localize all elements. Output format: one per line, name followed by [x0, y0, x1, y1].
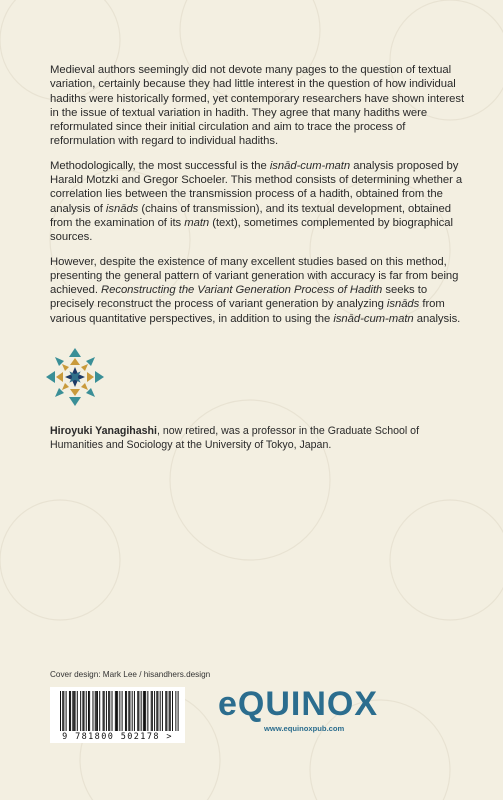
geometric-emblem-icon — [44, 346, 106, 408]
barcode-number: 9 781800 502178 > — [62, 732, 173, 742]
author-name: Hiroyuki Yanagihashi — [50, 425, 157, 437]
cover-design-credit: Cover design: Mark Lee / hisandhers.design — [50, 670, 211, 679]
barcode-icon — [50, 689, 185, 733]
blurb-paragraph-1: Medieval authors seemingly did not devote many pages to the question of textual variation, certainly because they had little interest in the question of how individual hadiths were historically formed, yet contemporary researchers have shown interest in the issue of textual variation in hadith. They agree that many hadiths were reformulated since their initial circulation and aim to trace the process of reformulation with regard to individual hadiths. — [50, 64, 465, 148]
publisher-url: www.equinoxpub.com — [264, 724, 345, 733]
publisher-wordmark: eQUINOX — [218, 685, 379, 723]
isbn-barcode — [50, 687, 185, 743]
author-bio-text: , now retired, was a professor in the Graduate School of Humanities and Sociology at the University of Tokyo, Japan. — [50, 425, 420, 451]
blurb-paragraph-2: Methodologically, the most successful is the isnād-cum-matn analysis proposed by Harald Motzki and Gregor Schoeler. This method consists of determining whether a correlation lies between the transmission process of a hadith, obtained from the analysis of isnāds (chains of transmission), and its textual development, obtained from the examination of its matn (text), sometimes complemented by biographical sources. — [50, 159, 463, 244]
back-cover-blurb — [50, 63, 470, 336]
publisher-logo — [218, 684, 448, 740]
author-bio — [50, 425, 470, 452]
blurb-paragraph-3: However, despite the existence of many excellent studies based on this method, presenting the general pattern of variant generation with accuracy is far from being achieved. Reconstructing the Variant Generation Process of Hadith seeks to precisely reconstruct the process of variant generation by analyzing isnāds from various quantitative perspectives, in addition to using the isnād-cum-matn analysis. — [50, 255, 461, 325]
